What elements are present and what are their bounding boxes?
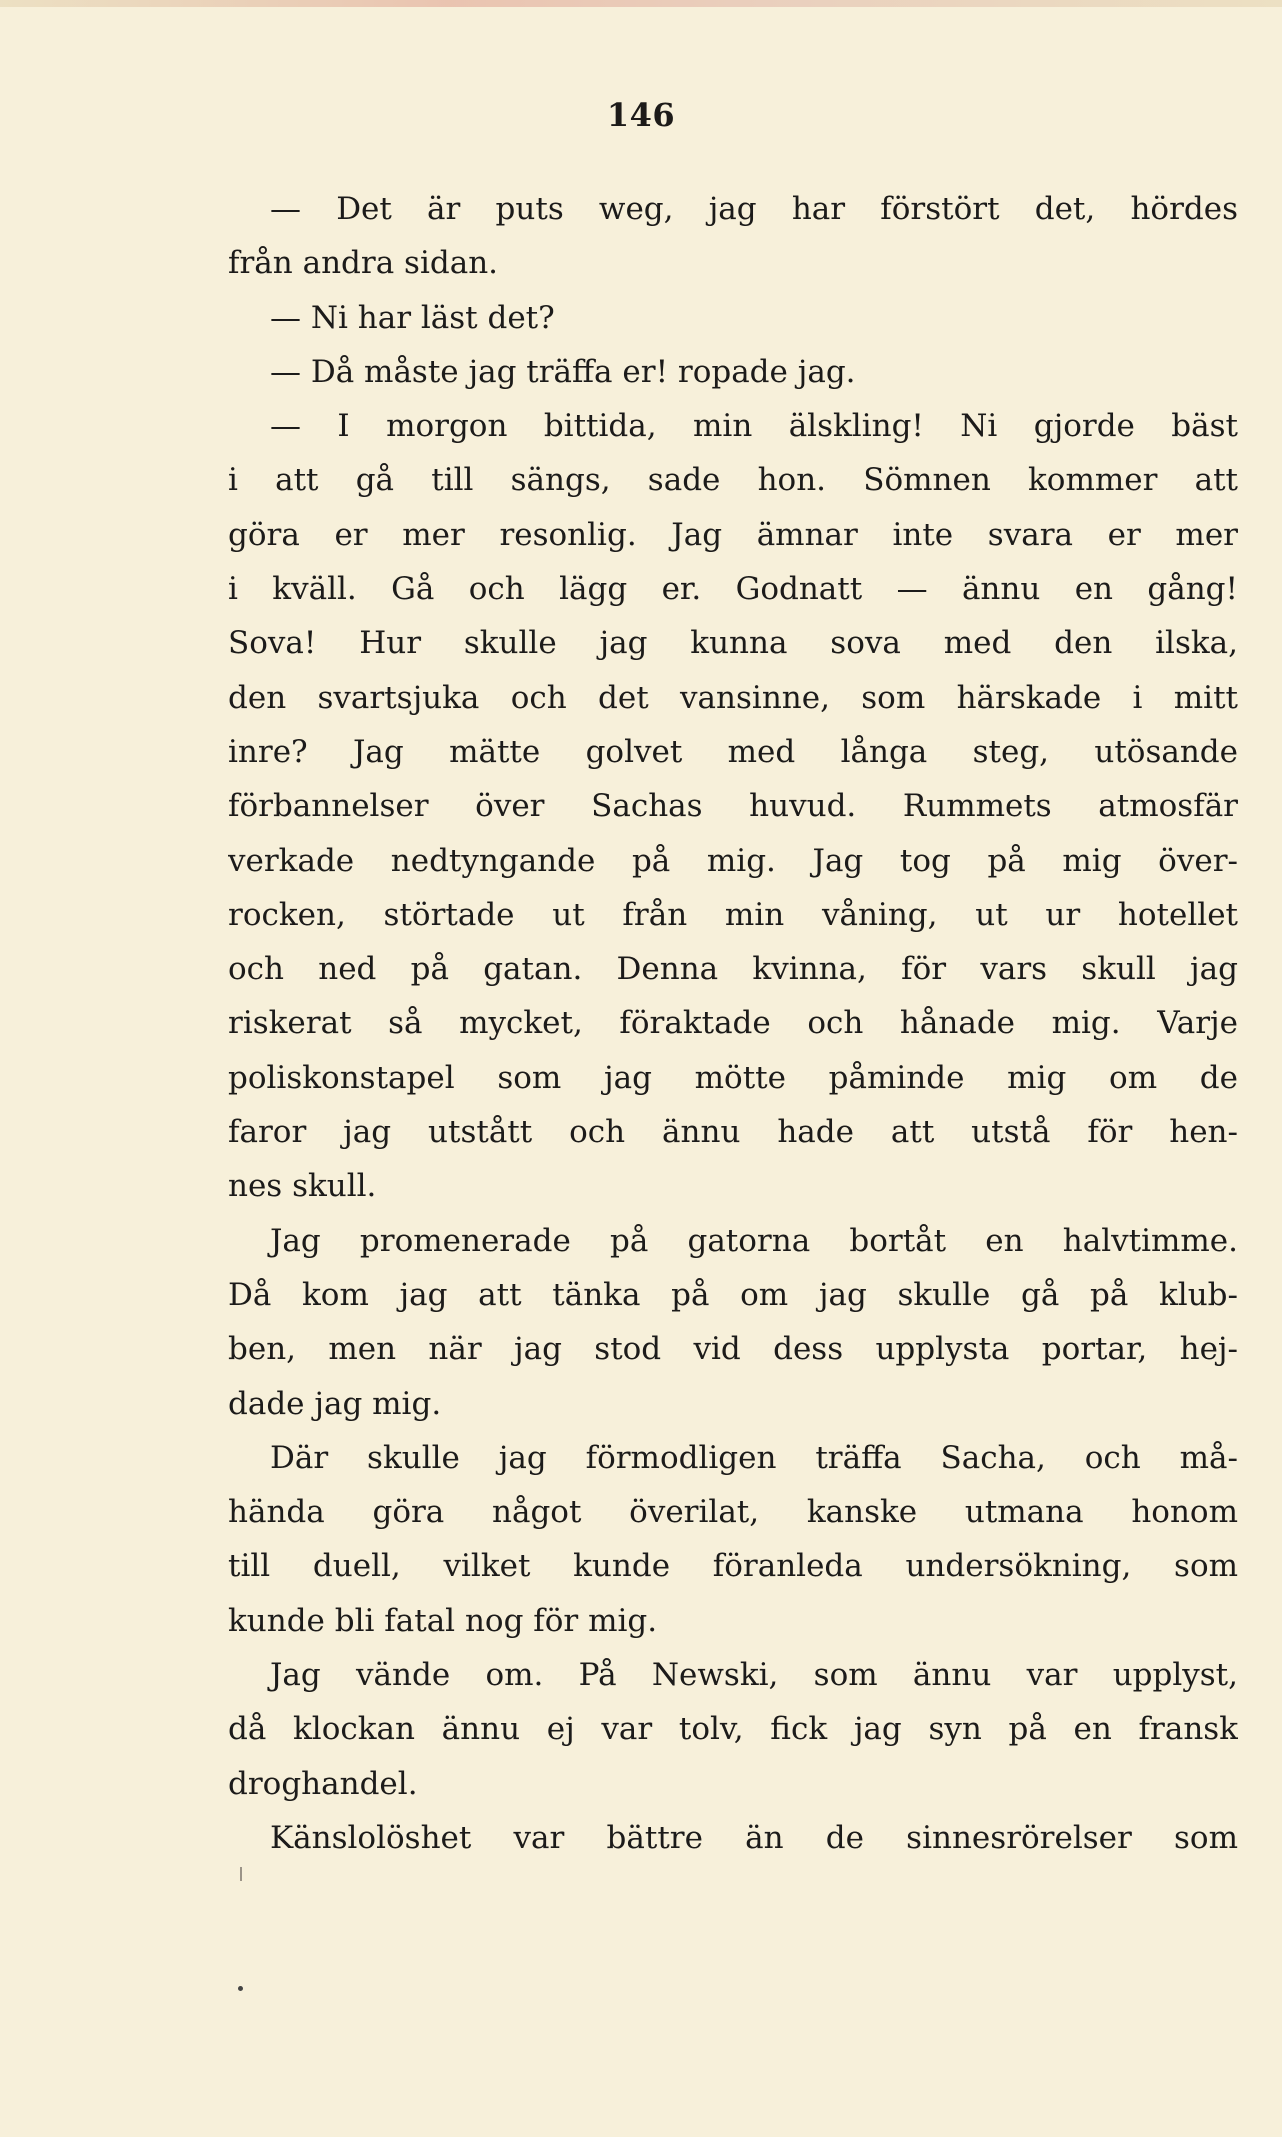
page-number: 146	[606, 96, 676, 134]
text-line: göra er mer resonlig. Jag ämnar inte svara er mer	[228, 516, 1238, 553]
text-line: droghandel.	[228, 1765, 418, 1802]
text-line: till duell, vilket kunde föranleda undersökning, som	[228, 1548, 1238, 1585]
text-line: — Det är puts weg, jag har förstört det, hördes	[270, 191, 1238, 227]
text-line: rocken, störtade ut från min våning, ut ur hotellet	[228, 896, 1238, 933]
ink-speck	[238, 1986, 243, 1991]
text-line: och ned på gatan. Denna kvinna, för vars skull jag	[228, 951, 1238, 988]
text-line: nes skull.	[228, 1168, 377, 1205]
text-line: kunde bli fatal nog för mig.	[228, 1602, 658, 1639]
text-line: Då kom jag att tänka på om jag skulle gå på klub-	[228, 1276, 1238, 1313]
page-top-edge	[0, 0, 1282, 7]
text-line: poliskonstapel som jag mötte påminde mig om de	[228, 1059, 1238, 1096]
text-line: från andra sidan.	[228, 245, 499, 282]
text-line: Jag vände om. På Newski, som ännu var upplyst,	[270, 1657, 1238, 1694]
text-line: den svartsjuka och det vansinne, som härskade i mitt	[228, 679, 1238, 716]
text-line: förbannelser över Sachas huvud. Rummets atmosfär	[228, 788, 1238, 825]
text-line: hända göra något överilat, kanske utmana honom	[228, 1494, 1238, 1531]
text-line: — I morgon bittida, min älskling! Ni gjorde bäst	[270, 408, 1238, 445]
text-line: Jag promenerade på gatorna bortåt en halvtimme.	[270, 1222, 1238, 1259]
text-line: riskerat så mycket, föraktade och hånade mig. Varje	[228, 1005, 1238, 1042]
text-line: Känslolöshet var bättre än de sinnesrörelser som	[270, 1819, 1238, 1856]
text-line: i kväll. Gå och lägg er. Godnatt — ännu en gång!	[228, 571, 1238, 608]
text-line: ben, men när jag stod vid dess upplysta portar, hej-	[228, 1331, 1238, 1368]
text-line: Där skulle jag förmodligen träffa Sacha, och må-	[270, 1439, 1238, 1476]
text-line: dade jag mig.	[228, 1385, 442, 1422]
text-line: inre? Jag mätte golvet med långa steg, utösande	[228, 733, 1238, 770]
text-line: Sova! Hur skulle jag kunna sova med den ilska,	[228, 625, 1238, 662]
text-line: då klockan ännu ej var tolv, fick jag syn på en fransk	[228, 1711, 1238, 1748]
text-line: — Ni har läst det?	[270, 299, 555, 336]
paper-mark	[240, 1867, 242, 1881]
body-text	[228, 182, 1238, 1865]
text-line: — Då måste jag träffa er! ropade jag.	[270, 353, 856, 390]
text-line: i att gå till sängs, sade hon. Sömnen kommer att	[228, 462, 1238, 499]
text-line: verkade nedtyngande på mig. Jag tog på mig över-	[228, 842, 1238, 879]
text-line: faror jag utstått och ännu hade att utstå för hen-	[228, 1114, 1238, 1151]
